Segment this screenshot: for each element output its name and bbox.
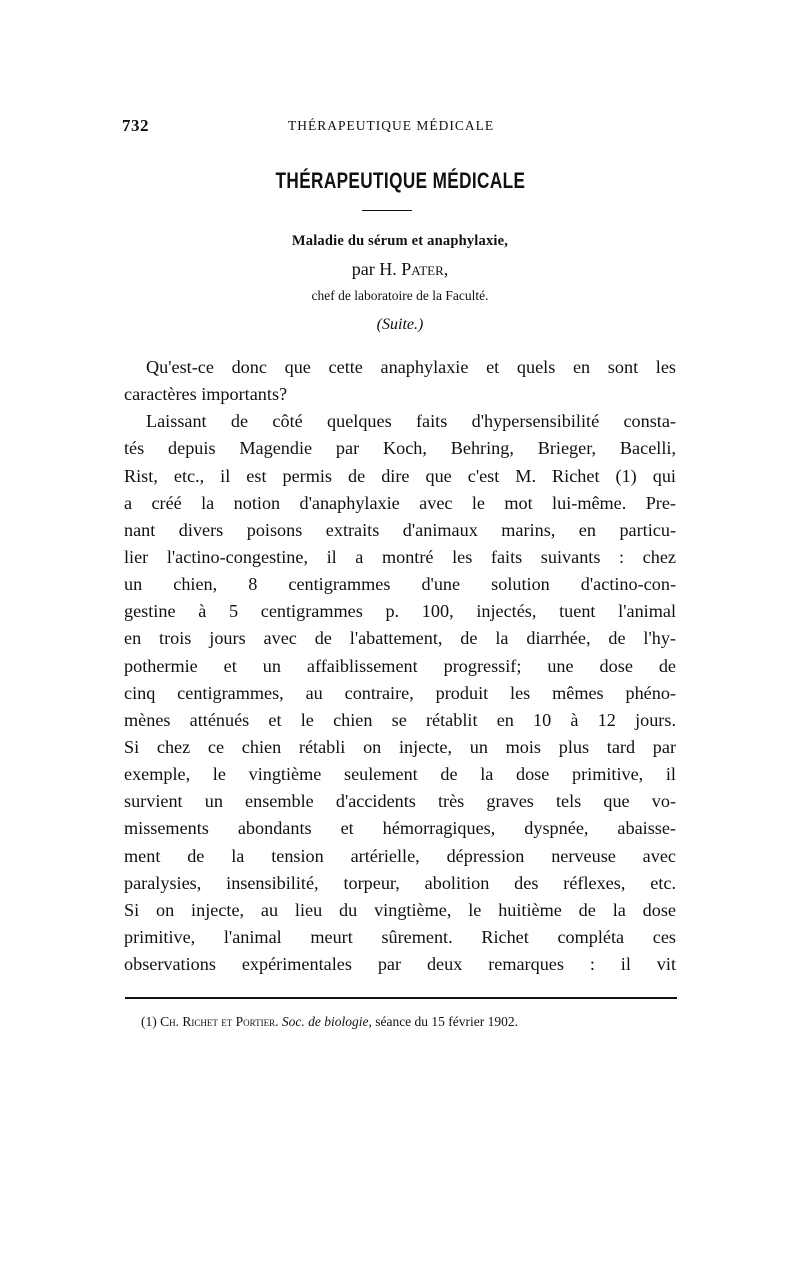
footnote-journal: Soc. de biologie, [281, 1014, 372, 1029]
body-line: observations expérimentales par deux remarques : il vit [124, 954, 676, 975]
body-line: Si chez ce chien rétabli on injecte, un mois plus tard par [124, 736, 676, 757]
body-line: a créé la notion d'anaphylaxie avec le mot lui-même. Pre- [124, 492, 676, 513]
body-line: survient un ensemble d'accidents très graves tels que vo- [124, 791, 676, 812]
body-line: paralysies, insensibilité, torpeur, abolition des réflexes, etc. [124, 872, 676, 893]
body-line: un chien, 8 centigrammes d'une solution d'actino-con- [124, 574, 676, 595]
body-line: cinq centigrammes, au contraire, produit les mêmes phéno- [124, 682, 676, 703]
body-text [124, 354, 676, 978]
body-line: Laissant de côté quelques faits d'hypersensibilité consta- [146, 411, 676, 432]
footnote-details: séance du 15 février 1902. [371, 1014, 519, 1029]
author-prefix: par H. [351, 259, 402, 279]
author-line [0, 259, 800, 280]
continued-note: (Suite.) [376, 316, 424, 333]
body-line: tés depuis Magendie par Koch, Behring, Brieger, Bacelli, [124, 438, 676, 459]
body-line: nant divers poisons extraits d'animaux marins, en particu- [124, 519, 676, 540]
title-divider [362, 210, 412, 211]
footnote [141, 1014, 681, 1030]
footnote-divider [125, 997, 677, 999]
body-line: gestine à 5 centigrammes p. 100, injectés, tuent l'animal [124, 601, 676, 622]
body-line: caractères importants? [124, 384, 288, 405]
footnote-marker: (1) [141, 1014, 161, 1029]
body-line: mènes atténués et le chien se rétablit en 10 à 12 jours. [124, 709, 676, 730]
body-line: primitive, l'animal meurt sûrement. Richet compléta ces [124, 926, 676, 947]
body-line: ment de la tension artérielle, dépression nerveuse avec [124, 845, 676, 866]
body-line: exemple, le vingtième seulement de la dose primitive, il [124, 764, 676, 785]
article-title: Maladie du sérum et anaphylaxie, [291, 233, 509, 249]
running-header [122, 116, 678, 140]
body-line: Rist, etc., il est permis de dire que c'est M. Richet (1) qui [124, 465, 676, 486]
body-line: missements abondants et hémorragiques, dyspnée, abaisse- [124, 818, 676, 839]
section-title: THÉRAPEUTIQUE MÉDICALE [275, 168, 526, 193]
footnote-authors: Ch. Richet et Portier. [160, 1014, 279, 1029]
body-line: pothermie et un affaiblissement progressif; une dose de [124, 655, 676, 676]
body-line: en trois jours avec de l'abattement, de la diarrhée, de l'hy- [124, 628, 676, 649]
body-line: Si on injecte, au lieu du vingtième, le huitième de la dose [124, 899, 676, 920]
body-line: Qu'est-ce donc que cette anaphylaxie et quels en sont les [146, 357, 676, 377]
page-number: 732 [122, 116, 149, 135]
author-affiliation: chef de laboratoire de la Faculté. [311, 288, 489, 303]
author-name: Pater, [401, 259, 449, 279]
running-title: THÉRAPEUTIQUE MÉDICALE [288, 118, 495, 133]
body-line: lier l'actino-congestine, il a montré les faits suivants : chez [124, 546, 676, 567]
